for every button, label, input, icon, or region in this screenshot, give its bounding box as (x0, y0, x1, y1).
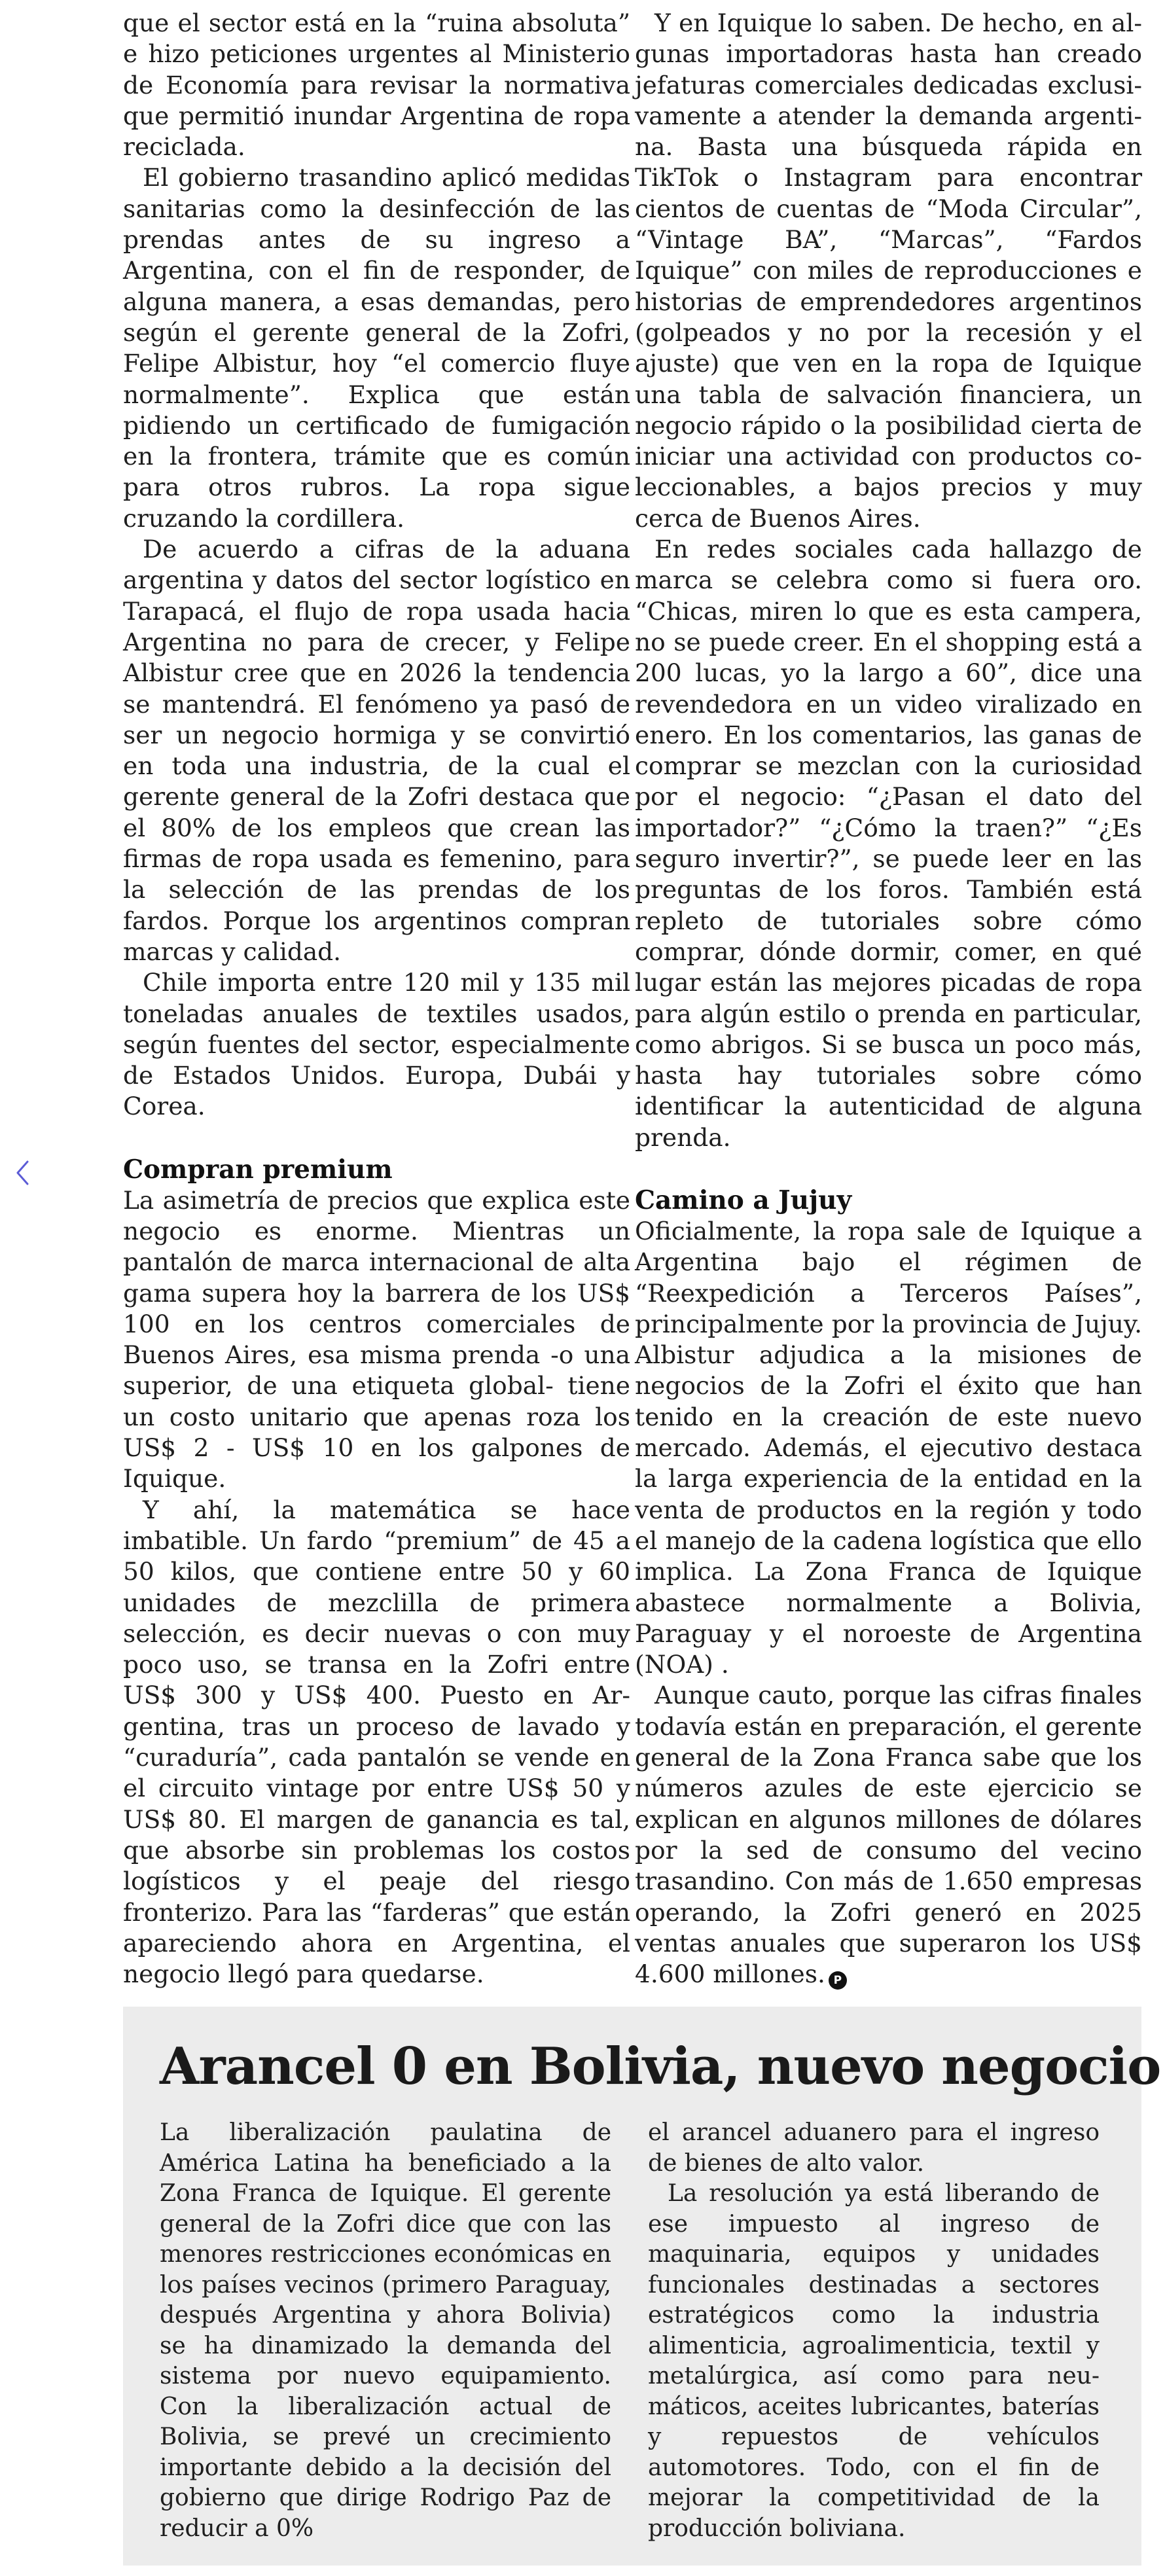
section-heading-premium: Compran premium (123, 1154, 393, 1185)
chevron-left-icon (15, 1160, 29, 1186)
sidebar-box-left-column (160, 2118, 611, 2544)
article-paragraph: De acuerdo a cifras de la aduana argentina y datos del sector logístico en Tarapacá, el flujo de ropa usada hacia Argentina no para de crecer, y Felipe Albistur cree que en 2026 la tendencia se mantendrá. El fenómeno ya pasó de ser un negocio hormiga y se convirtió en toda una industria, de la cual el gerente general de la Zofri destaca que el 80% de los empleos que crean las firmas de ropa usada es femenino, para la selección de las prendas de los fardos. Porque los argentinos compran marcas y calidad. (123, 535, 630, 966)
article-paragraph (635, 1680, 1142, 1990)
article-right-column (635, 8, 1142, 1990)
article-paragraph: que el sector está en la “ruina absoluta” e hizo peticiones urgentes al Ministerio de Economía para revisar la normativa que permitió inundar Argentina de ropa reciclada. (123, 9, 630, 162)
previous-page-button[interactable] (9, 1153, 35, 1192)
sidebar-box (123, 2007, 1161, 2566)
sidebar-paragraph: el arancel aduanero para el ingreso de bienes de alto valor. (648, 2119, 1100, 2177)
sidebar-box-title: Arancel 0 en Bolivia, nuevo negocio (160, 2037, 1161, 2096)
article-paragraph: El gobierno trasandino aplicó medidas sanitarias como la desinfección de las prendas antes de su ingreso a Argentina, con el fin de responder, de alguna manera, a esas demandas, pero según el gerente general de la Zofri, Felipe Albistur, hoy “el comercio fluye normalmente”. Explica que están pidiendo un certificado de fumigación en la frontera, trámite que es común para otros rubros. La ropa sigue cruzando la cordillera. (123, 163, 630, 533)
article-left-column (123, 8, 630, 1990)
article-paragraph: Oficialmente, la ropa sale de Iquique a Argentina bajo el régimen de “Reexpedición a Terceros Países”, principalmente por la provincia de Jujuy. Albistur adjudica a la misiones de negocios de la Zofri el éxito que han tenido en la creación de este nuevo mercado. Además, el ejecutivo destaca la larga experiencia de la entidad en la venta de productos en la región y todo el manejo de la cadena logística que ello implica. La Zona Franca de Iquique abastece normalmente a Bolivia, Paraguay y el noroeste de Argentina (NOA) . (635, 1216, 1142, 1679)
sidebar-box-right-column (648, 2118, 1100, 2544)
sidebar-paragraph: La liberalización paulatina de América Latina ha beneficiado a la Zona Franca de Iquique. El gerente general de la Zofri dice que con las menores restricciones económicas en los países vecinos (primero Paraguay, después Argentina y ahora Bolivia) se ha dinamizado la demanda del sistema por nuevo equipamiento. Con la liberalización actual de Bolivia, se prevé un crecimiento importante debido a la decisión del gobierno que dirige Rodrigo Paz de reducir a 0% (160, 2119, 611, 2542)
section-heading-jujuy: Camino a Jujuy (635, 1185, 852, 1215)
article-paragraph-text: Aunque cauto, porque las cifras finales todavía están en preparación, el gerente general de la Zona Franca sabe que los números azules de este ejercicio se explican en algunos millones de dólares por la sed de consumo del vecino trasandino. Con más de 1.650 empresas operando, la Zofri generó en 2025 ventas anuales que superaron los US$ 4.600 millones. (635, 1681, 1142, 1989)
sidebar-paragraph: La resolución ya está liberando de ese impuesto al ingreso de maquinaria, equipos y unidades funcionales destinadas a sectores estratégicos como la industria alimenticia, agroalimenticia, textil y metalúrgica, así como para neumáticos, aceites lubricantes, baterías y repuestos de vehículos automotores. Todo, con el fin de mejorar la competitividad de la producción boliviana. (648, 2180, 1100, 2542)
article-paragraph: Chile importa entre 120 mil y 135 mil toneladas anuales de textiles usados, según fuentes del sector, especialmente de Estados Unidos. Europa, Dubái y Corea. (123, 968, 630, 1121)
article-paragraph: Y ahí, la matemática se hace imbatible. Un fardo “premium” de 45 a 50 kilos, que contiene entre 50 y 60 unidades de mezclilla de primera selección, es decir nuevas o con muy poco uso, se transa en la Zofri entre US$ 300 y US$ 400. Puesto en Argentina, tras un proceso de lavado y “curaduría”, cada pantalón se vende en el circuito vintage por entre US$ 50 y US$ 80. El margen de ganancia es tal, que absorbe sin problemas los costos logísticos y el peaje del riesgo fronterizo. Para las “farderas” que están apareciendo ahora en Argentina, el negocio llegó para quedarse. (123, 1495, 630, 1989)
article-paragraph: La asimetría de precios que explica este negocio es enorme. Mientras un pantalón de marca internacional de alta gama supera hoy la barrera de los US$ 100 en los centros comerciales de Buenos Aires, esa misma prenda -o una superior, de una etiqueta global- tiene un costo unitario que apenas roza los US$ 2 - US$ 10 en los galpones de Iquique. (123, 1185, 630, 1494)
article-paragraph: En redes sociales cada hallazgo de marca se celebra como si fuera oro. “Chicas, miren lo que es esta campera, no se puede creer. En el shopping está a 200 lucas, yo la largo a 60”, dice una revendedora en un video viralizado en enero. En los comentarios, las ganas de comprar se mezclan con la curiosidad por el negocio: “¿Pasan el dato del importador?” “¿Cómo la traen?” “¿Es seguro invertir?”, se puede leer en las preguntas de los foros. También está repleto de tutoriales sobre cómo comprar, dónde dormir, comer, en qué lugar están las mejores picadas de ropa para algún estilo o prenda en particular, como abrigos. Si se busca un poco más, hasta hay tutoriales sobre cómo identificar la autenticidad de alguna prenda. (635, 535, 1142, 1152)
article-paragraph: Y en Iquique lo saben. De hecho, en algunas importadoras hasta han creado jefaturas comerciales dedicadas exclusivamente a atender la demanda argentina. Basta una búsqueda rápida en TikTok o Instagram para encontrar cientos de cuentas de “Moda Circular”, “Vintage BA”, “Marcas”, “Fardos Iquique” con miles de reproducciones e historias de emprendedores argentinos (golpeados y no por la recesión y el ajuste) que ven en la ropa de Iquique una tabla de salvación financiera, un negocio rápido o la posibilidad cierta de iniciar una actividad con productos coleccionables, a bajos precios y muy cerca de Buenos Aires. (635, 9, 1142, 533)
end-of-article-icon: P (829, 1971, 847, 1990)
